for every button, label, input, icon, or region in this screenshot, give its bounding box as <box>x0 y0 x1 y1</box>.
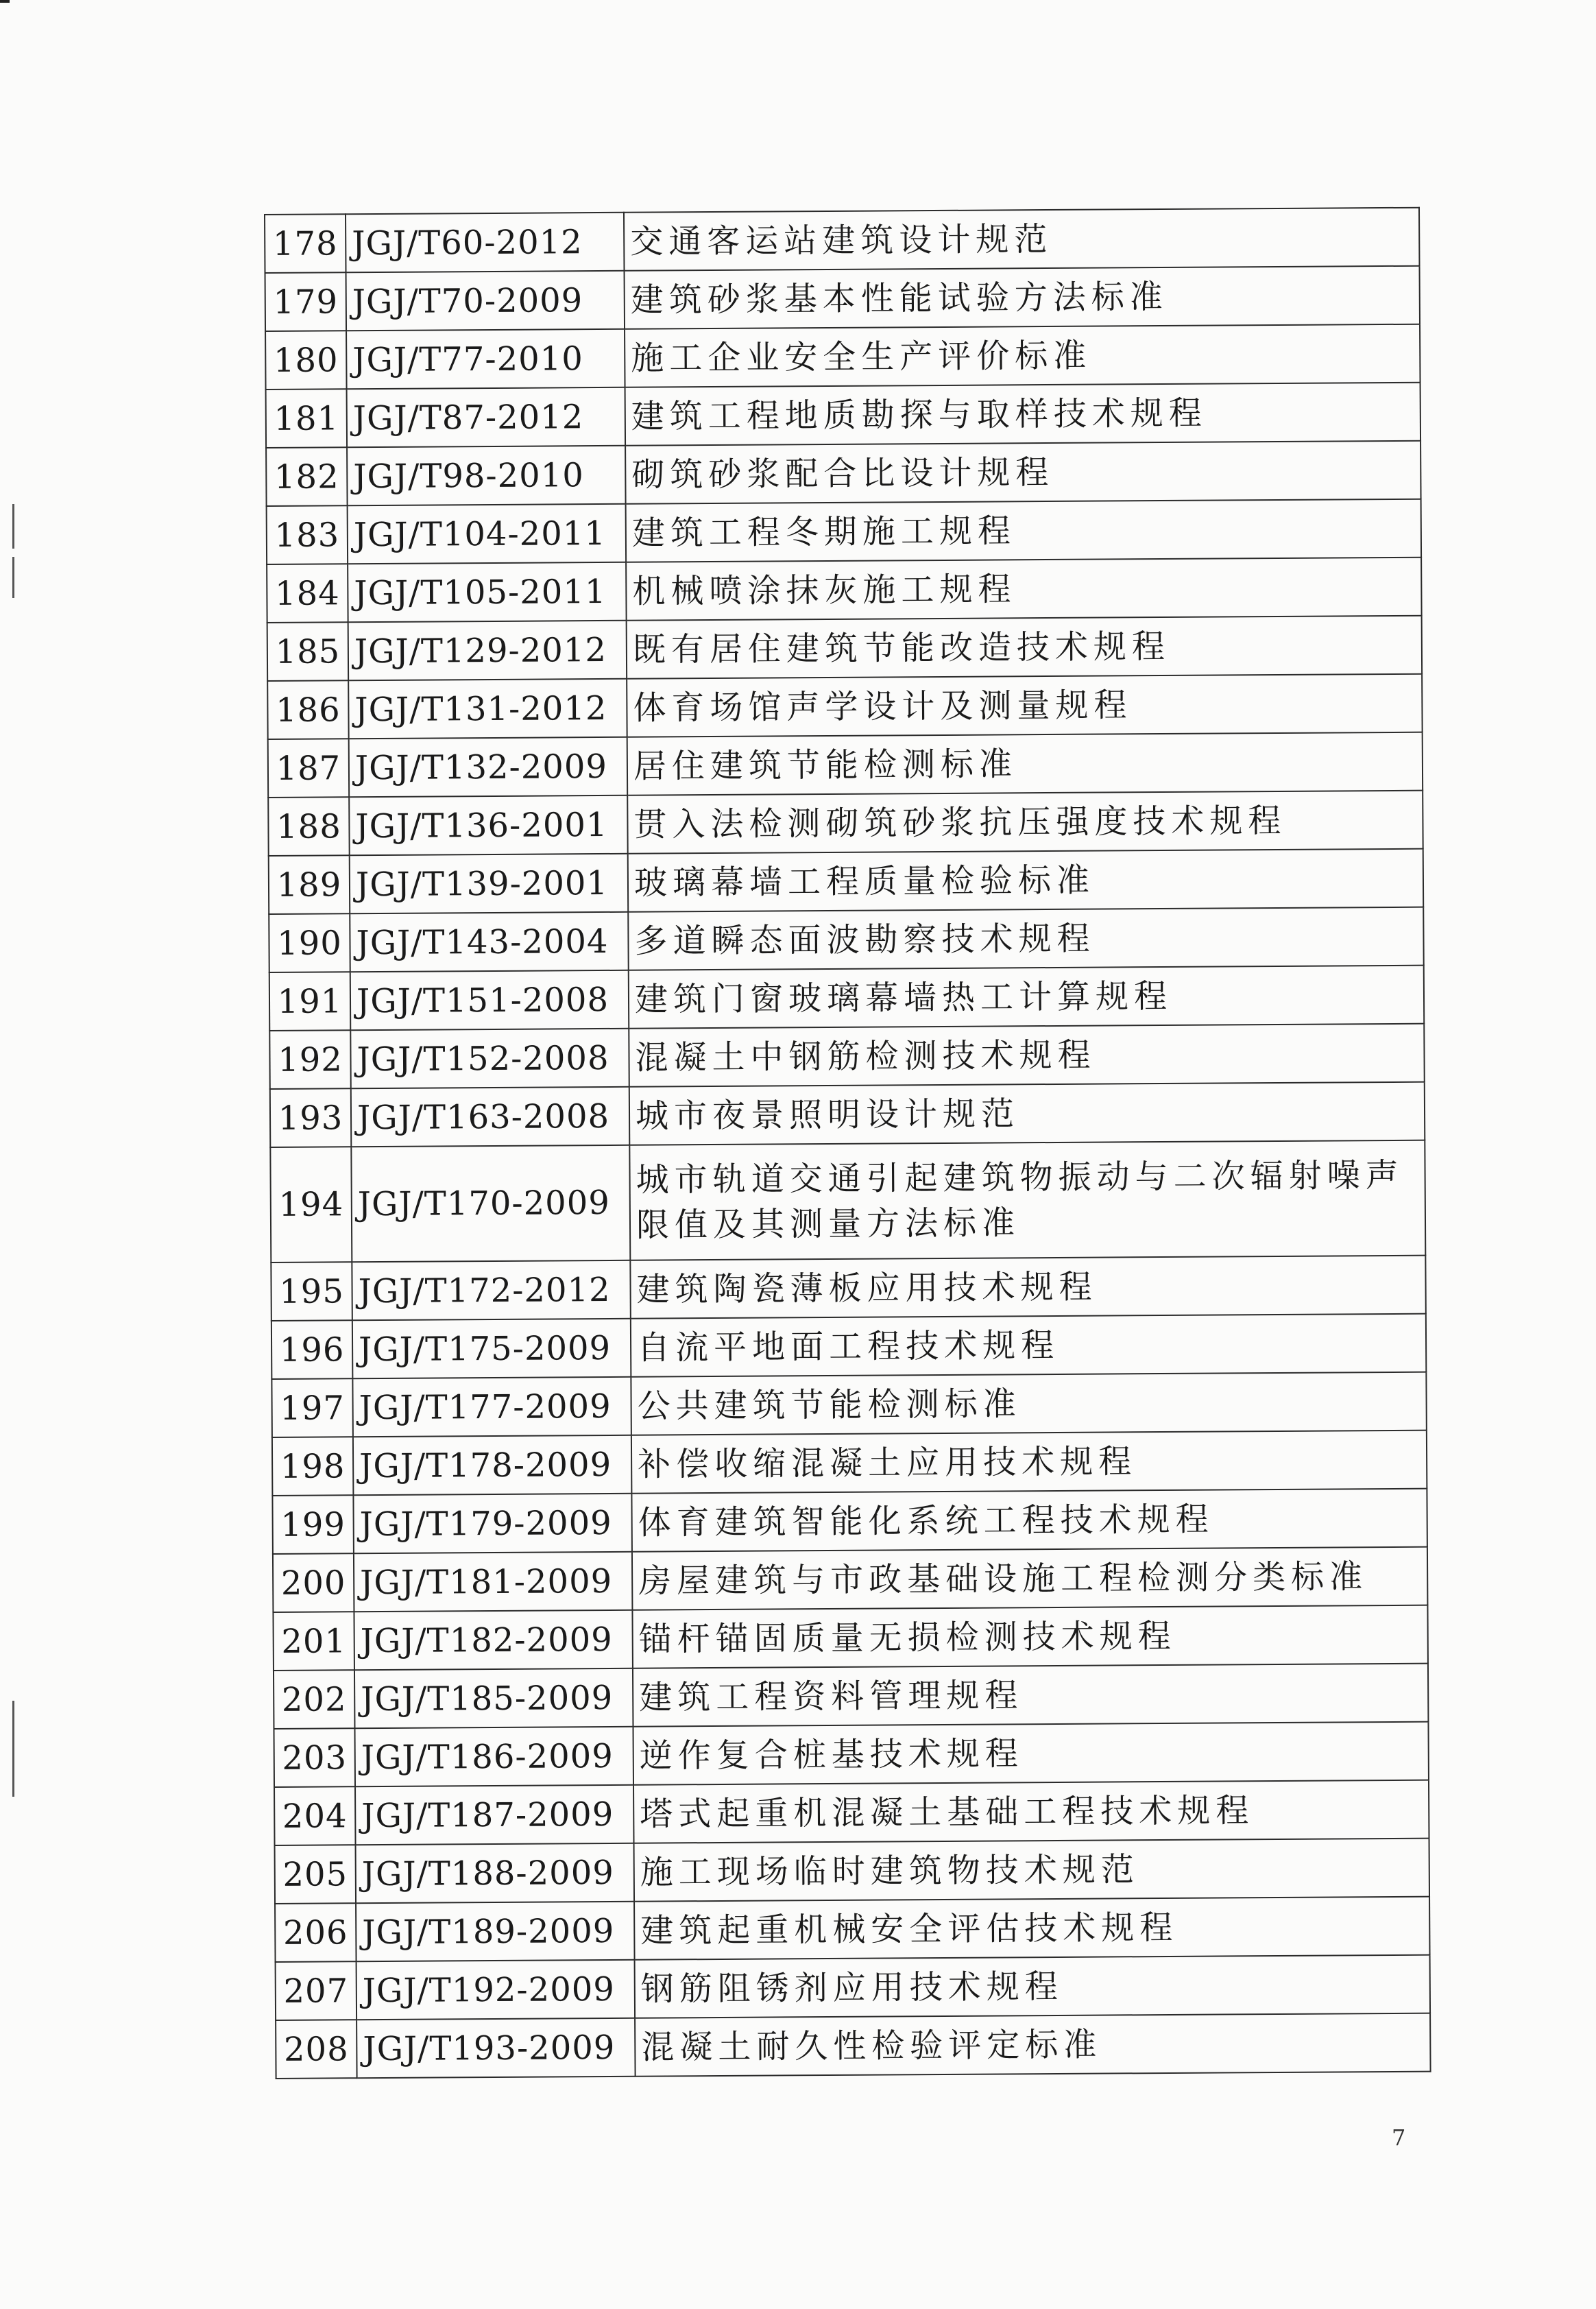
row-number-cell: 188 <box>268 797 350 856</box>
table-row <box>276 1955 1430 2020</box>
standard-title-cell: 建筑工程资料管理规程 <box>633 1664 1428 1727</box>
standard-title-cell: 补偿收缩混凝土应用技术规程 <box>631 1431 1427 1494</box>
table-row <box>273 1605 1427 1671</box>
table-row <box>270 1082 1425 1147</box>
standard-title-cell: 建筑砂浆基本性能试验方法标准 <box>625 266 1420 329</box>
row-number-cell: 183 <box>267 505 348 564</box>
row-number-cell: 194 <box>270 1147 352 1263</box>
standard-title-cell: 施工企业安全生产评价标准 <box>625 324 1420 387</box>
standard-title-cell: 自流平地面工程技术规程 <box>631 1314 1426 1377</box>
standard-code-cell: JGJ/T177-2009 <box>352 1377 631 1437</box>
row-number-cell: 203 <box>274 1728 355 1787</box>
row-number-cell: 205 <box>275 1845 356 1904</box>
row-number-cell: 184 <box>267 564 348 623</box>
standard-code-cell: JGJ/T172-2012 <box>352 1260 631 1320</box>
standard-code-cell: JGJ/T182-2009 <box>354 1610 633 1670</box>
standard-code-cell: JGJ/T70-2009 <box>346 271 625 331</box>
table-row <box>265 208 1419 273</box>
row-number-cell: 202 <box>274 1670 355 1729</box>
standard-title-cell: 建筑工程冬期施工规程 <box>626 499 1421 562</box>
row-number-cell: 200 <box>273 1553 354 1612</box>
standard-title-cell: 城市轨道交通引起建筑物振动与二次辐射噪声限值及其测量方法标准 <box>629 1140 1425 1260</box>
standard-code-cell: JGJ/T163-2008 <box>351 1087 630 1147</box>
binding-mark <box>12 1701 14 1797</box>
table-row <box>265 266 1420 331</box>
standard-title-cell: 钢筋阻锈剂应用技术规程 <box>635 1955 1430 2018</box>
row-number-cell: 208 <box>276 2020 357 2079</box>
table-row <box>276 2013 1430 2079</box>
binding-mark <box>12 504 14 549</box>
standard-code-cell: JGJ/T143-2004 <box>350 912 629 972</box>
standard-title-cell: 施工现场临时建筑物技术规范 <box>634 1839 1429 1902</box>
table-row <box>269 966 1424 1031</box>
standard-title-cell: 贯入法检测砌筑砂浆抗压强度技术规程 <box>627 791 1423 854</box>
standard-title-cell: 既有居住建筑节能改造技术规程 <box>627 616 1422 679</box>
standard-title-cell: 建筑起重机械安全评估技术规程 <box>634 1897 1429 1960</box>
standard-title-cell: 公共建筑节能检测标准 <box>631 1372 1426 1435</box>
standards-table-body <box>265 208 1431 2079</box>
standard-title-cell: 交通客运站建筑设计规范 <box>624 208 1419 271</box>
standard-title-cell: 建筑工程地质勘探与取样技术规程 <box>625 383 1420 446</box>
standard-title-cell: 混凝土耐久性检验评定标准 <box>635 2013 1430 2077</box>
standard-title-cell: 混凝土中钢筋检测技术规程 <box>629 1024 1424 1087</box>
standard-code-cell: JGJ/T136-2001 <box>349 795 628 855</box>
standard-title-cell: 锚杆锚固质量无损检测技术规程 <box>632 1605 1427 1668</box>
table-row <box>274 1664 1428 1729</box>
standard-title-cell: 居住建筑节能检测标准 <box>627 732 1423 795</box>
table-row <box>272 1489 1427 1554</box>
standard-code-cell: JGJ/T181-2009 <box>354 1552 633 1612</box>
row-number-cell: 201 <box>273 1612 354 1671</box>
standard-code-cell: JGJ/T179-2009 <box>353 1494 632 1553</box>
table-row <box>275 1839 1429 1904</box>
standard-title-cell: 多道瞬态面波勘察技术规程 <box>628 907 1423 970</box>
standard-code-cell: JGJ/T152-2008 <box>350 1029 629 1088</box>
table-row <box>275 1897 1429 1962</box>
standards-table <box>264 207 1431 2079</box>
table-row <box>269 907 1423 972</box>
row-number-cell: 207 <box>276 1961 357 2020</box>
standard-code-cell: JGJ/T170-2009 <box>351 1145 630 1262</box>
standard-title-cell: 机械喷涂抹灰施工规程 <box>626 558 1421 621</box>
standard-code-cell: JGJ/T187-2009 <box>355 1785 634 1845</box>
row-number-cell: 178 <box>265 214 346 273</box>
table-row <box>269 849 1423 914</box>
standard-title-cell: 逆作复合桩基技术规程 <box>633 1722 1428 1785</box>
standard-code-cell: JGJ/T186-2009 <box>354 1727 633 1786</box>
row-number-cell: 187 <box>268 739 350 798</box>
table-row <box>272 1431 1427 1496</box>
standard-title-cell: 建筑门窗玻璃幕墙热工计算规程 <box>629 966 1424 1029</box>
standard-title-cell: 体育场馆声学设计及测量规程 <box>627 674 1422 737</box>
scan-corner-mark <box>0 0 10 3</box>
standard-code-cell: JGJ/T192-2009 <box>356 1960 636 2020</box>
row-number-cell: 195 <box>271 1262 352 1321</box>
table-row <box>267 616 1422 681</box>
standard-code-cell: JGJ/T131-2012 <box>348 679 627 739</box>
table-row <box>271 1314 1426 1379</box>
standard-code-cell: JGJ/T175-2009 <box>352 1319 631 1378</box>
row-number-cell: 197 <box>271 1378 353 1437</box>
standard-code-cell: JGJ/T60-2012 <box>346 213 625 272</box>
standard-code-cell: JGJ/T185-2009 <box>354 1668 633 1728</box>
row-number-cell: 192 <box>269 1030 351 1089</box>
standard-title-cell: 玻璃幕墙工程质量检验标准 <box>628 849 1423 912</box>
table-row <box>274 1780 1429 1845</box>
row-number-cell: 182 <box>266 447 348 506</box>
row-number-cell: 185 <box>267 622 349 681</box>
standard-code-cell: JGJ/T193-2009 <box>356 2018 636 2078</box>
row-number-cell: 196 <box>271 1320 353 1379</box>
row-number-cell: 199 <box>272 1495 354 1554</box>
standard-title-cell: 城市夜景照明设计规范 <box>629 1082 1425 1145</box>
standard-code-cell: JGJ/T104-2011 <box>348 504 627 564</box>
page-number: 7 <box>1392 2125 1406 2151</box>
standard-code-cell: JGJ/T178-2009 <box>353 1435 632 1495</box>
binding-mark <box>12 557 14 598</box>
row-number-cell: 186 <box>267 680 349 739</box>
row-number-cell: 198 <box>272 1437 354 1496</box>
row-number-cell: 180 <box>265 331 347 390</box>
row-number-cell: 179 <box>265 272 347 331</box>
standard-code-cell: JGJ/T105-2011 <box>348 562 627 622</box>
table-row <box>268 791 1423 856</box>
table-row <box>266 383 1420 448</box>
table-row <box>269 1024 1424 1089</box>
row-number-cell: 181 <box>266 389 348 448</box>
standard-code-cell: JGJ/T129-2012 <box>348 621 627 680</box>
standard-title-cell: 体育建筑智能化系统工程技术规程 <box>631 1489 1427 1552</box>
standard-code-cell: JGJ/T189-2009 <box>356 1902 635 1961</box>
standard-code-cell: JGJ/T132-2009 <box>349 737 628 797</box>
table-row <box>271 1372 1426 1437</box>
table-row <box>267 558 1421 623</box>
table-row <box>274 1722 1428 1787</box>
standard-code-cell: JGJ/T188-2009 <box>356 1843 635 1903</box>
standard-code-cell: JGJ/T139-2001 <box>350 854 629 913</box>
standard-title-cell: 房屋建筑与市政基础设施工程检测分类标准 <box>632 1547 1427 1610</box>
table-row <box>267 674 1422 739</box>
row-number-cell: 189 <box>269 855 350 914</box>
standard-code-cell: JGJ/T87-2012 <box>347 387 626 447</box>
table-row <box>266 441 1420 506</box>
row-number-cell: 190 <box>269 913 350 972</box>
table-row <box>271 1256 1425 1321</box>
row-number-cell: 193 <box>270 1088 352 1147</box>
table-row <box>273 1547 1427 1612</box>
standard-code-cell: JGJ/T98-2010 <box>347 446 626 505</box>
standard-code-cell: JGJ/T77-2010 <box>346 329 625 389</box>
table-row <box>270 1140 1425 1263</box>
table-row <box>267 499 1421 564</box>
standard-title-cell: 砌筑砂浆配合比设计规程 <box>625 441 1420 504</box>
standard-title-cell: 塔式起重机混凝土基础工程技术规程 <box>633 1780 1429 1843</box>
row-number-cell: 206 <box>275 1903 356 1962</box>
row-number-cell: 204 <box>274 1786 356 1845</box>
standard-code-cell: JGJ/T151-2008 <box>350 970 629 1030</box>
table-row <box>268 732 1423 798</box>
row-number-cell: 191 <box>269 972 351 1031</box>
table-row <box>265 324 1420 390</box>
standard-title-cell: 建筑陶瓷薄板应用技术规程 <box>630 1256 1425 1319</box>
